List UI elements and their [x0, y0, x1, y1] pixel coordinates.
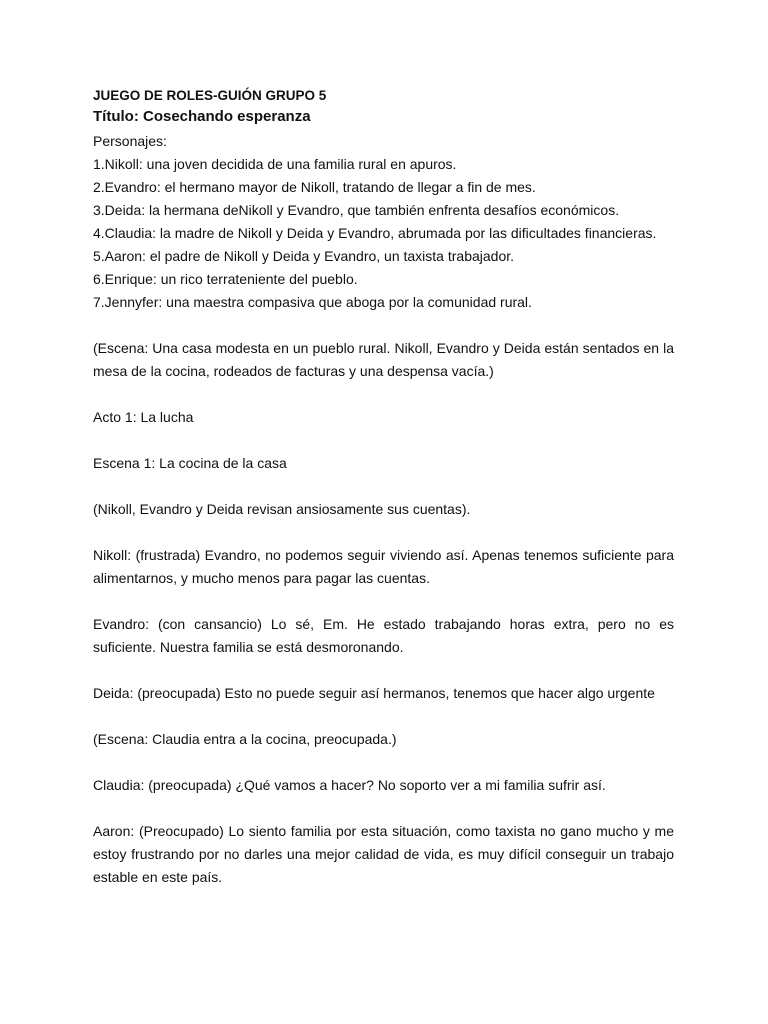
character-item: 1.Nikoll: una joven decidida de una familia rural en apuros.	[93, 156, 457, 172]
character-list	[93, 153, 674, 314]
document-heading: JUEGO DE ROLES-GUIÓN GRUPO 5	[93, 88, 327, 103]
character-item: 5.Aaron: el padre de Nikoll y Deida y Evandro, un taxista trabajador.	[93, 248, 515, 264]
act-heading: Acto 1: La lucha	[93, 409, 194, 425]
character-item: 6.Enrique: un rico terrateniente del pueblo.	[93, 271, 358, 287]
character-item: 3.Deida: la hermana deNikoll y Evandro, que también enfrenta desafíos económicos.	[93, 202, 620, 218]
characters-label: Personajes:	[93, 133, 167, 149]
dialogue-line: Deida: (preocupada) Esto no puede seguir así hermanos, tenemos que hacer algo urgente	[93, 685, 655, 701]
section-spacer	[93, 314, 674, 337]
character-item: 4.Claudia: la madre de Nikoll y Deida y Evandro, abrumada por las dificultades financieras.	[93, 225, 657, 241]
stage-direction: (Escena: Claudia entra a la cocina, preocupada.)	[93, 731, 397, 747]
scene-direction: (Escena: Una casa modesta en un pueblo rural. Nikoll, Evandro y Deida están sentados en la mesa de la cocina, rodeados de facturas y una despensa vacía.)	[93, 340, 674, 379]
scene-heading: Escena 1: La cocina de la casa	[93, 455, 287, 471]
dialogue-line: Claudia: (preocupada) ¿Qué vamos a hacer? No soporto ver a mi familia sufrir así.	[93, 777, 606, 793]
document-title: Título: Cosechando esperanza	[93, 108, 311, 125]
character-item: 2.Evandro: el hermano mayor de Nikoll, tratando de llegar a fin de mes.	[93, 179, 536, 195]
character-item: 7.Jennyfer: una maestra compasiva que aboga por la comunidad rural.	[93, 294, 532, 310]
dialogue-line: Evandro: (con cansancio) Lo sé, Em. He estado trabajando horas extra, pero no es suficiente. Nuestra familia se está desmoronando.	[93, 616, 674, 655]
stage-direction: (Nikoll, Evandro y Deida revisan ansiosamente sus cuentas).	[93, 501, 471, 517]
dialogue-line: Aaron: (Preocupado) Lo siento familia por esta situación, como taxista no gano mucho y me estoy frustrando por no darles una mejor calidad de vida, es muy difícil conseguir un trabajo estable en este país.	[93, 823, 674, 885]
dialogue-line: Nikoll: (frustrada) Evandro, no podemos seguir viviendo así. Apenas tenemos suficiente para alimentarnos, y mucho menos para pagar las cuentas.	[93, 547, 674, 586]
